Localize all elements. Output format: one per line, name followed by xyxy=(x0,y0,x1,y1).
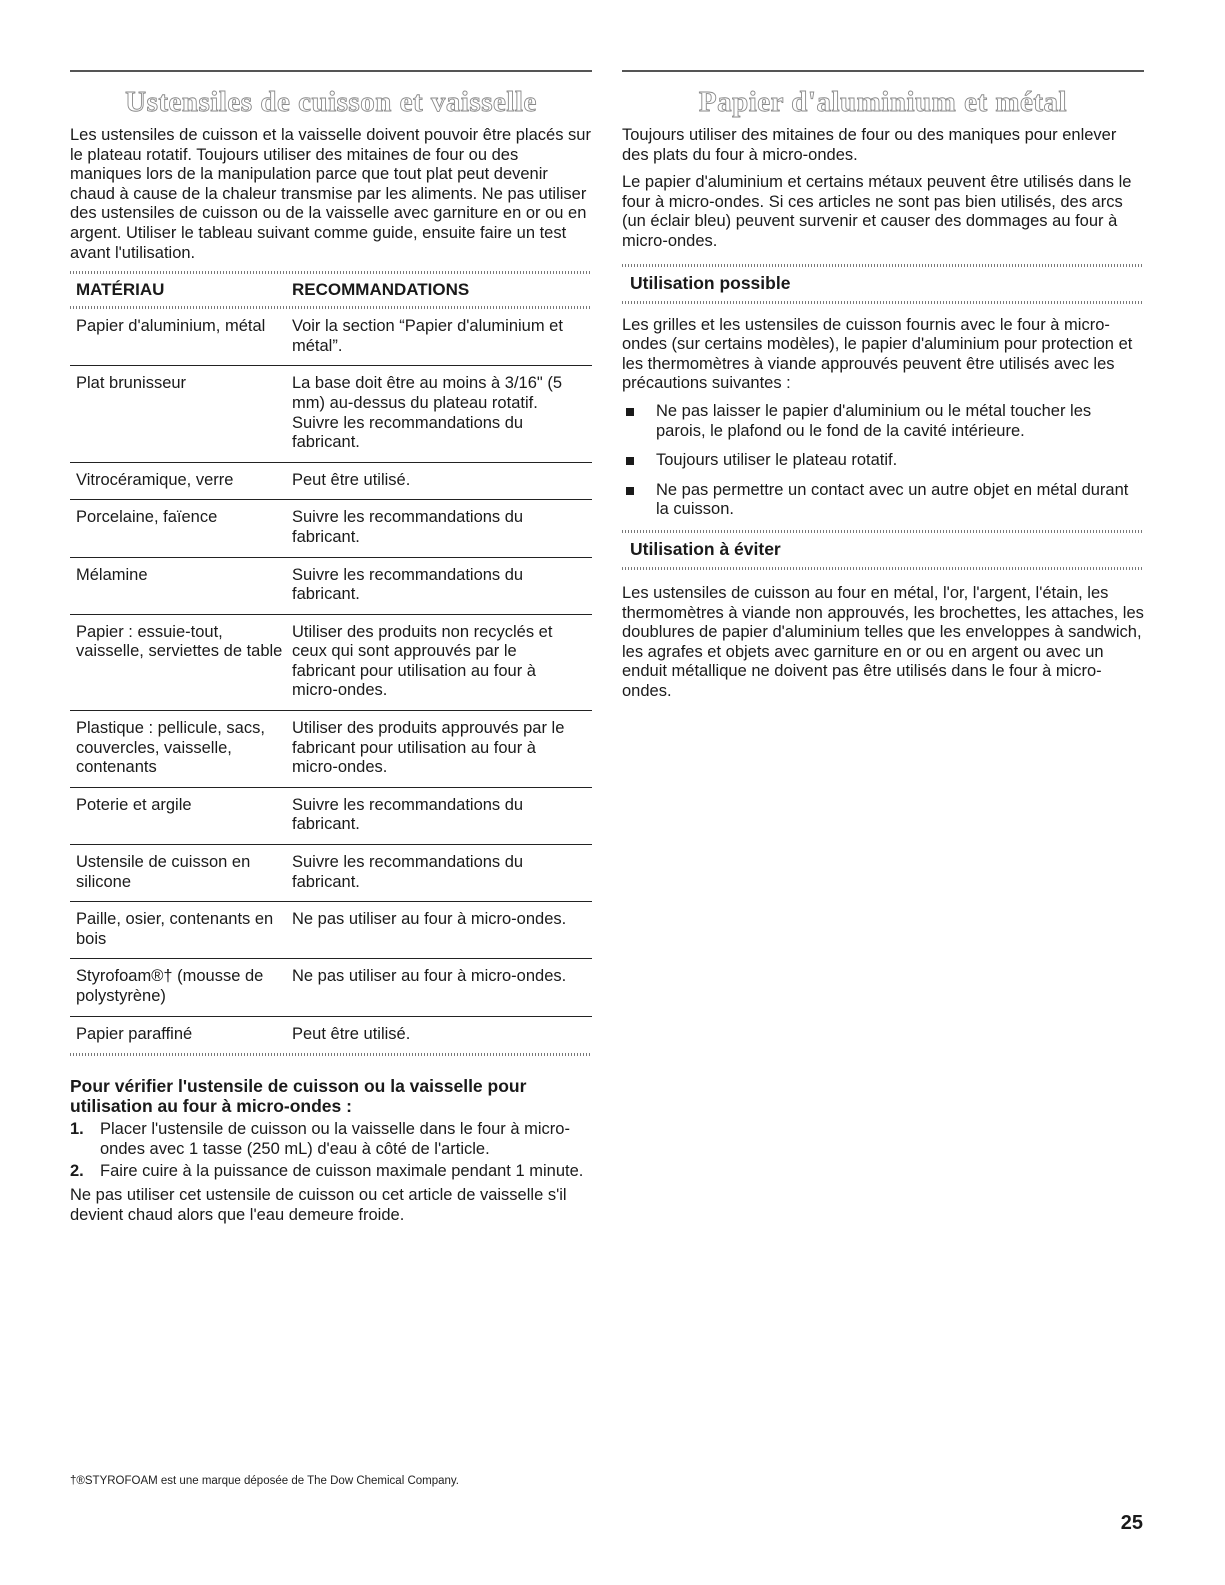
material-cell: Papier : essuie-tout, vaisselle, serviettes de table xyxy=(76,622,283,661)
precaution-item xyxy=(622,481,1144,520)
material-cell: Paille, osier, contenants en bois xyxy=(76,910,274,948)
avoid-heading: Utilisation à éviter xyxy=(630,538,781,559)
table-header xyxy=(70,274,592,306)
recommendation-cell: Ne pas utiliser au four à micro-ondes. xyxy=(292,967,567,986)
material-cell: Styrofoam®† (mousse de polystyrène) xyxy=(76,967,264,1005)
intro-paragraph: Les ustensiles de cuisson et la vaisselle doivent pouvoir être placés sur le plateau rotatif. Toujours utiliser des mitaines de four ou des maniques lors de la manipulation parce que tout plat peut devenir chaud à cause de la chaleur transmise par les aliments. Ne pas utiliser des ustensiles de cuisson ou de la vaisselle avec garniture en or ou en argent. Utiliser le tableau suivant comme guide, ensuite faire un test avant l'utilisation. xyxy=(70,126,591,262)
possible-bottom-rule xyxy=(622,301,1144,304)
test-heading: Pour vérifier l'ustensile de cuisson ou la vaisselle pour utilisation au four à micro-ondes : xyxy=(70,1076,527,1117)
table-row xyxy=(70,787,592,844)
material-cell: Mélamine xyxy=(76,565,148,584)
recommendation-cell: Suivre les recommandations du fabricant. xyxy=(292,508,524,546)
square-bullet-icon xyxy=(626,487,634,495)
avoid-section xyxy=(622,530,1144,702)
precaution-item xyxy=(622,451,1144,471)
square-bullet-icon xyxy=(626,408,634,416)
material-cell: Vitrocéramique, verre xyxy=(76,470,234,489)
table-row xyxy=(70,309,592,365)
table-row xyxy=(70,1016,592,1054)
step-number: 2. xyxy=(70,1162,84,1181)
table-bottom-rule xyxy=(70,1053,592,1056)
recommendation-cell: Peut être utilisé. xyxy=(292,470,411,489)
recommendation-cell: Voir la section “Papier d'aluminium et métal”. xyxy=(292,317,563,355)
avoid-bottom-rule xyxy=(622,567,1144,570)
paragraph-arcing: Le papier d'aluminium et certains métaux peuvent être utilisés dans le four à micro-ondes. Si ces articles ne sont pas bien utilisés, des arcs (un éclair bleu) peuvent survenir et causer des dommages au four à micro-ondes. xyxy=(622,173,1132,250)
possible-text: Les grilles et les ustensiles de cuisson fournis avec le four à micro-ondes (sur certains modèles), le papier d'aluminium pour protection et les thermomètres à viande approuvés peuvent être utilisés avec les précautions suivantes : xyxy=(622,315,1133,393)
precaution-item xyxy=(622,402,1144,441)
material-cell: Papier paraffiné xyxy=(76,1024,193,1043)
closing-paragraph: Ne pas utiliser cet ustensile de cuisson ou cet article de vaisselle s'il devient chaud alors que l'eau demeure froide. xyxy=(70,1185,567,1224)
recommendation-cell: La base doit être au moins à 3/16" (5 mm) au-dessus du plateau rotatif. Suivre les recommandations du fabricant. xyxy=(292,374,563,452)
header-material: MATÉRIAU xyxy=(76,280,165,300)
step-text: Faire cuire à la puissance de cuisson maximale pendant 1 minute. xyxy=(100,1162,584,1181)
table-row xyxy=(70,614,592,710)
section-title-cookware: Ustensiles de cuisson et vaisselle xyxy=(125,86,537,118)
table-row xyxy=(70,710,592,787)
header-recommendations: RECOMMANDATIONS xyxy=(292,280,470,300)
material-cell: Plat brunisseur xyxy=(76,374,187,393)
table-row xyxy=(70,499,592,556)
table-row xyxy=(70,557,592,614)
step-number: 1. xyxy=(70,1120,84,1139)
material-cell: Poterie et argile xyxy=(76,795,192,814)
material-cell: Papier d'aluminium, métal xyxy=(76,317,266,336)
recommendation-cell: Utiliser des produits approuvés par le fabricant pour utilisation au four à micro-ondes. xyxy=(292,719,565,777)
section-title-foil-metal: Papier d'aluminium et métal xyxy=(698,86,1068,118)
footnote: †®STYROFOAM est une marque déposée de The Dow Chemical Company. xyxy=(70,1475,460,1487)
step-item xyxy=(70,1120,592,1159)
material-cell: Ustensile de cuisson en silicone xyxy=(76,853,251,891)
paragraph-mitts: Toujours utiliser des mitaines de four ou des maniques pour enlever des plats du four à micro-ondes. xyxy=(622,126,1117,164)
recommendation-cell: Suivre les recommandations du fabricant. xyxy=(292,853,524,891)
page-number: 25 xyxy=(1120,1512,1143,1534)
possible-heading: Utilisation possible xyxy=(630,272,791,293)
top-rule-left xyxy=(70,70,592,72)
right-column xyxy=(622,70,1144,701)
precaution-text: Ne pas permettre un contact avec un autre objet en métal durant la cuisson. xyxy=(656,480,1129,519)
table-row xyxy=(70,844,592,901)
precaution-list xyxy=(622,402,1144,520)
table-body xyxy=(70,309,592,1053)
recommendation-cell: Utiliser des produits non recyclés et ceux qui sont approuvés par le fabricant pour utilisation au four à micro-ondes. xyxy=(292,622,553,700)
step-item xyxy=(70,1162,592,1182)
precaution-text: Toujours utiliser le plateau rotatif. xyxy=(656,451,898,470)
material-cell: Porcelaine, faïence xyxy=(76,508,218,527)
recommendation-cell: Suivre les recommandations du fabricant. xyxy=(292,795,524,834)
left-column xyxy=(70,70,592,1225)
test-steps xyxy=(70,1120,592,1182)
recommendation-cell: Ne pas utiliser au four à micro-ondes. xyxy=(292,910,567,929)
precaution-text: Ne pas laisser le papier d'aluminium ou le métal toucher les parois, le plafond ou le fond de la cavité intérieure. xyxy=(656,401,1092,440)
recommendation-cell: Peut être utilisé. xyxy=(292,1024,411,1043)
table-row xyxy=(70,462,592,500)
recommendation-cell: Suivre les recommandations du fabricant. xyxy=(292,565,524,604)
material-cell: Plastique : pellicule, sacs, couvercles, vaisselle, contenants xyxy=(76,719,265,777)
step-text: Placer l'ustensile de cuisson ou la vaisselle dans le four à micro-ondes avec 1 tasse (250 mL) d'eau à côté de l'article. xyxy=(100,1120,570,1158)
table-row xyxy=(70,365,592,461)
table-row xyxy=(70,958,592,1015)
possible-use-section xyxy=(622,264,1144,520)
table-row xyxy=(70,901,592,958)
top-rule-right xyxy=(622,70,1144,72)
avoid-text: Les ustensiles de cuisson au four en métal, l'or, l'argent, l'étain, les thermomètres à viande non approuvés, les brochettes, les attaches, les doublures de papier d'aluminium telles que les enveloppes à sandwich, les agrafes et objets avec garniture en or ou en argent ou avec un enduit métallique ne doivent pas être utilisés dans le four à micro-ondes. xyxy=(622,583,1144,700)
square-bullet-icon xyxy=(626,457,634,465)
materials-table xyxy=(70,271,592,1056)
